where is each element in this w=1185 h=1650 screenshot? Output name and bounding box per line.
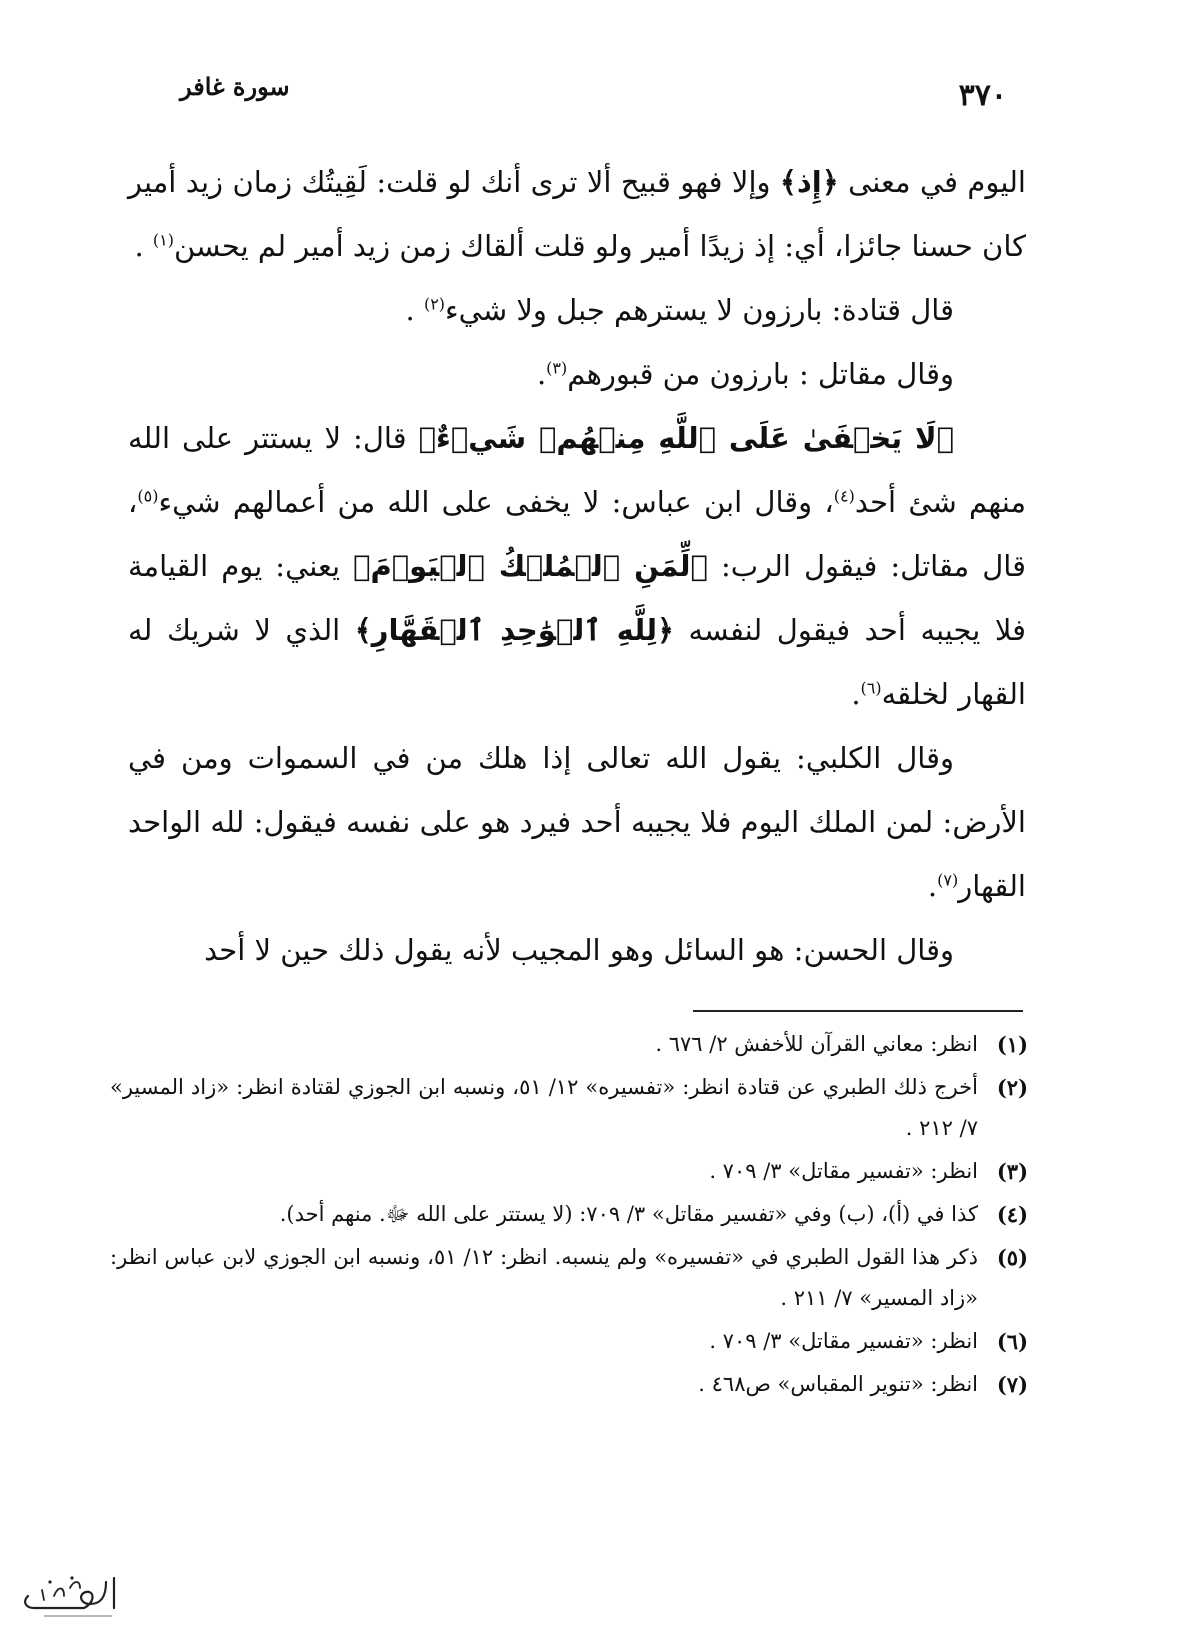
text-run: وإلا فهو قبيح ألا ترى أنك لو قلت: لَقِيتُك زمان زيد أمير كان حسنا جائزا، أي: إذ زيدًا أمير ولو قلت ألقاك زمن زيد أمير لم يحسن (128, 165, 1026, 263)
paragraph-4 (128, 406, 1026, 726)
text-run: قال: لا يستتر على الله منهم شئ أحد (128, 421, 1026, 519)
text-run: يعني: يوم القيامة فلا يجيبه أحد فيقول لنفسه (128, 549, 1027, 647)
footnote-number: (٣) (996, 1159, 1028, 1184)
footnote-text: انظر: «تنوير المقباس» ص٤٦٨ . (698, 1372, 978, 1396)
text-run: . (536, 357, 547, 391)
footnote-number: (١) (996, 1032, 1028, 1057)
running-title: سورة غافر (180, 72, 290, 101)
footnote-5 (110, 1237, 1028, 1319)
footnote-number: (٤) (996, 1202, 1028, 1227)
page-number: ٣٧٠ (958, 78, 1007, 113)
footnote-number: (٧) (996, 1372, 1028, 1397)
text-run: وقال مقاتل : بارزون من قبورهم (567, 357, 954, 391)
footnote-4 (110, 1194, 1028, 1235)
footnote-text: ذكر هذا القول الطبري في «تفسيره» ولم ينسبه. انظر: ١٢/ ٥١، ونسبه ابن الجوزي لابن عباس انظر: «زاد المسير» ٧/ ٢١١ . (110, 1245, 978, 1310)
footnote-ref[interactable]: (٦) (860, 678, 882, 698)
footnote-number: (٥) (996, 1245, 1028, 1270)
footnote-1 (110, 1024, 1028, 1065)
quran-quote: ﴿لِلَّهِ ٱلۡوَٰحِدِ ٱلۡقَهَّارِ﴾ (354, 613, 674, 647)
paragraph-5 (128, 726, 1026, 918)
page-header (180, 72, 1007, 122)
footnote-text: انظر: معاني القرآن للأخفش ٢/ ٦٧٦ . (655, 1032, 978, 1056)
main-text (128, 150, 1026, 982)
footnote-text: انظر: «تفسير مقاتل» ٣/ ٧٠٩ . (709, 1329, 978, 1353)
footnote-3 (110, 1151, 1028, 1192)
quran-quote: ﴿لَا يَخۡفَىٰ عَلَى ٱللَّهِ مِنۡهُمۡ شَيۡءٌ﴾ (418, 421, 955, 455)
footnote-number: (٦) (996, 1329, 1028, 1354)
quran-quote: ﴿إِذ﴾ (779, 165, 839, 199)
text-run: اليوم في معنى (838, 165, 1026, 199)
quran-quote: ﴿لِّمَنِ ٱلۡمُلۡكُ ٱلۡيَوۡمَ﴾ (353, 549, 708, 583)
footnote-ref[interactable]: (٣) (546, 358, 568, 378)
footnote-7 (110, 1364, 1028, 1405)
text-run: قال قتادة: بارزون لا يسترهم جبل ولا شيء (445, 293, 954, 327)
watermark-logo (14, 1568, 122, 1622)
footnote-ref[interactable]: (٥) (137, 486, 159, 506)
text-run: ، وقال ابن عباس: لا يخفى على الله من أعمالهم شيء (158, 485, 834, 519)
paragraph-3 (128, 342, 1026, 406)
paragraph-1 (128, 150, 1026, 278)
footnote-text: انظر: «تفسير مقاتل» ٣/ ٧٠٩ . (709, 1159, 978, 1183)
footnote-text: أخرج ذلك الطبري عن قتادة انظر: «تفسيره» ١٢/ ٥١، ونسبه ابن الجوزي لقتادة انظر: «زاد المسير» ٧/ ٢١٢ . (110, 1075, 978, 1140)
text-run: . (134, 229, 153, 263)
footnote-text: كذا في (أ)، (ب) وفي «تفسير مقاتل» ٣/ ٧٠٩: (لا يستتر على الله ﷻ. منهم أحد). (279, 1202, 978, 1226)
footnote-number: (٢) (996, 1075, 1028, 1100)
footnote-ref[interactable]: (٢) (423, 294, 446, 314)
text-run: ، قال مقاتل: فيقول الرب: (128, 485, 1026, 583)
paragraph-2 (128, 278, 1026, 342)
text-run: الذي لا شريك له القهار لخلقه (128, 613, 1026, 711)
footnote-6 (110, 1321, 1028, 1362)
text-run: وقال الحسن: هو السائل وهو المجيب لأنه يقول ذلك حين لا أحد (204, 933, 954, 967)
footnote-divider (693, 1010, 1023, 1012)
footnote-ref[interactable]: (١) (152, 230, 174, 250)
text-run: . (851, 677, 861, 711)
footnote-ref[interactable]: (٤) (833, 486, 855, 506)
paragraph-6 (128, 918, 1026, 982)
text-run: وقال الكلبي: يقول الله تعالى إذا هلك من في السموات ومن في الأرض: لمن الملك اليوم فلا يجيبه أحد فيرد هو على نفسه فيقول: لله الواحد القهار (128, 741, 1026, 903)
footnote-2 (110, 1067, 1028, 1149)
text-run: . (927, 869, 938, 903)
footnotes (110, 1024, 1028, 1407)
footnote-ref[interactable]: (٧) (937, 870, 959, 890)
text-run: . (405, 293, 424, 327)
